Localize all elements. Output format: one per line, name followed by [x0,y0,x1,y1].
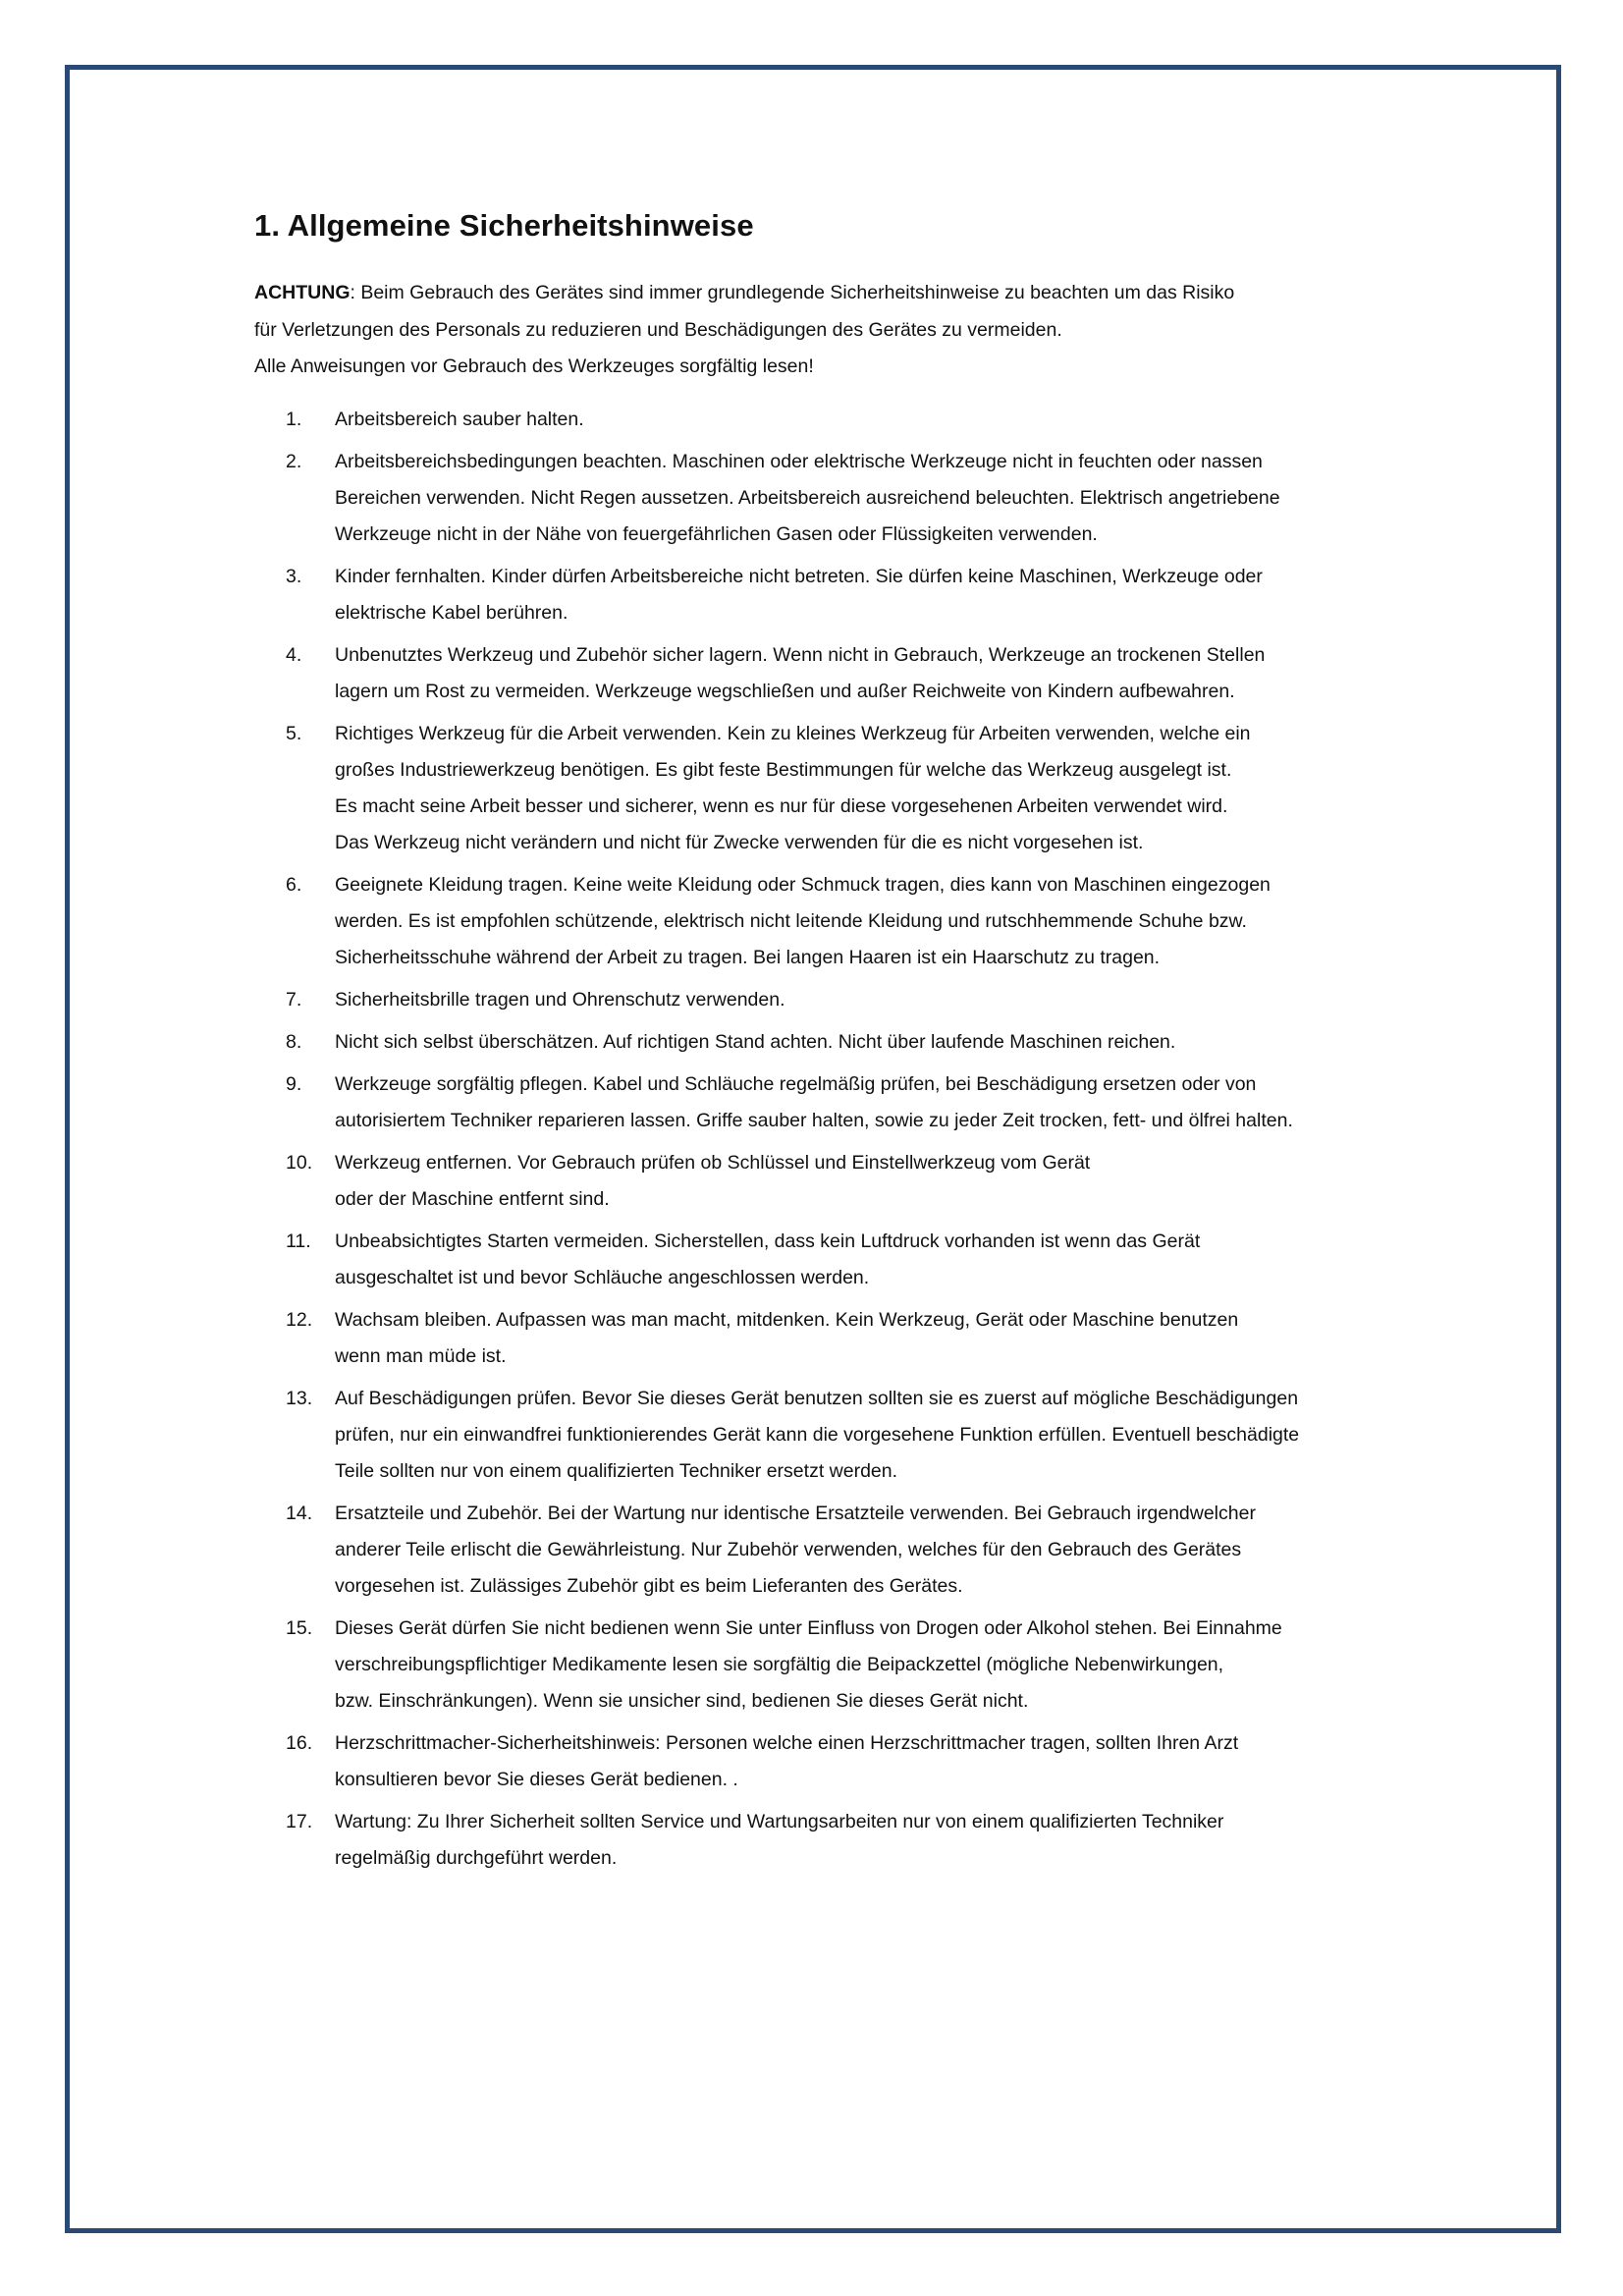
list-item-line: Auf Beschädigungen prüfen. Bevor Sie dieses Gerät benutzen sollten sie es zuerst auf mögliche Beschädigungen [335,1387,1299,1409]
list-item-line: oder der Maschine entfernt sind. [335,1187,610,1210]
document-body [254,206,1393,1883]
list-item-line: Nicht sich selbst überschätzen. Auf richtigen Stand achten. Nicht über laufende Maschinen reichen. [335,1030,1176,1053]
list-item-number: 3. [286,565,302,587]
list-item [254,716,1393,861]
list-item-number: 12. [286,1308,313,1331]
list-item-number: 16. [286,1731,313,1754]
list-item-number: 17. [286,1810,313,1832]
list-item-line: werden. Es ist empfohlen schützende, elektrisch nicht leitende Kleidung und rutschhemmende Schuhe bzw. [335,909,1247,932]
list-item-number: 10. [286,1151,313,1174]
list-item-number: 9. [286,1072,302,1095]
intro-line-3: Alle Anweisungen vor Gebrauch des Werkzeuges sorgfältig lesen! [254,355,814,377]
list-item-number: 14. [286,1502,313,1524]
list-item-number: 1. [286,408,302,430]
list-item-line: Werkzeuge nicht in der Nähe von feuergefährlichen Gasen oder Flüssigkeiten verwenden. [335,522,1098,545]
intro-line-1 [254,275,1393,312]
intro-block [254,275,1393,386]
list-item-line: Es macht seine Arbeit besser und sicherer, wenn es nur für diese vorgesehenen Arbeiten verwendet wird. [335,794,1228,817]
list-item-number: 6. [286,873,302,896]
list-item-line: verschreibungspflichtiger Medikamente lesen sie sorgfältig die Beipackzettel (mögliche Nebenwirkungen, [335,1653,1224,1675]
list-item-line: prüfen, nur ein einwandfrei funktionierendes Gerät kann die vorgesehene Funktion erfüllen. Eventuell beschädigte [335,1423,1300,1446]
list-item-line: regelmäßig durchgeführt werden. [335,1846,618,1869]
list-item [254,1024,1393,1061]
intro-line-2: für Verletzungen des Personals zu reduzieren und Beschädigungen des Gerätes zu vermeiden. [254,318,1062,341]
list-item [254,1496,1393,1605]
list-item-line: elektrische Kabel berühren. [335,601,568,624]
list-item-line: Wartung: Zu Ihrer Sicherheit sollten Service und Wartungsarbeiten nur von einem qualifizierten Techniker [335,1810,1224,1832]
list-item-line: Wachsam bleiben. Aufpassen was man macht, mitdenken. Kein Werkzeug, Gerät oder Maschine benutzen [335,1308,1239,1331]
list-item-line: Unbenutztes Werkzeug und Zubehör sicher lagern. Wenn nicht in Gebrauch, Werkzeuge an trockenen Stellen [335,643,1266,666]
list-item-number: 2. [286,450,302,472]
list-item-number: 13. [286,1387,313,1409]
list-item [254,637,1393,710]
list-item-line: konsultieren bevor Sie dieses Gerät bedienen. . [335,1768,738,1790]
list-item [254,1725,1393,1798]
list-item-line: autorisiertem Techniker reparieren lassen. Griffe sauber halten, sowie zu jeder Zeit trocken, fett- und ölfrei halten. [335,1109,1293,1131]
list-item [254,1381,1393,1490]
list-item [254,867,1393,976]
list-item-number: 4. [286,643,302,666]
list-item-line: ausgeschaltet ist und bevor Schläuche angeschlossen werden. [335,1266,870,1288]
list-item-number: 11. [286,1230,311,1252]
list-item-line: großes Industriewerkzeug benötigen. Es gibt feste Bestimmungen für welche das Werkzeug ausgelegt ist. [335,758,1232,781]
list-item-line: Richtiges Werkzeug für die Arbeit verwenden. Kein zu kleines Werkzeug für Arbeiten verwenden, welche ein [335,722,1251,744]
list-item-number: 15. [286,1616,313,1639]
list-item [254,1302,1393,1375]
list-item-line: Herzschrittmacher-Sicherheitshinweis: Personen welche einen Herzschrittmacher tragen, sollten Ihren Arzt [335,1731,1239,1754]
list-item-line: Werkzeuge sorgfältig pflegen. Kabel und Schläuche regelmäßig prüfen, bei Beschädigung ersetzen oder von [335,1072,1257,1095]
list-item [254,982,1393,1018]
list-item [254,1804,1393,1877]
list-item-line: Geeignete Kleidung tragen. Keine weite Kleidung oder Schmuck tragen, dies kann von Maschinen eingezogen [335,873,1271,896]
list-item [254,1066,1393,1139]
list-item-line: Werkzeug entfernen. Vor Gebrauch prüfen ob Schlüssel und Einstellwerkzeug vom Gerät [335,1151,1091,1174]
warning-label: ACHTUNG [254,282,351,303]
list-item [254,444,1393,553]
list-item-line: Sicherheitsbrille tragen und Ohrenschutz verwenden. [335,988,785,1011]
list-item-number: 7. [286,988,302,1011]
list-item-line: bzw. Einschränkungen). Wenn sie unsicher sind, bedienen Sie dieses Gerät nicht. [335,1689,1029,1712]
safety-instructions-list [254,402,1393,1877]
list-item-line: Teile sollten nur von einem qualifizierten Techniker ersetzt werden. [335,1459,898,1482]
list-item [254,1611,1393,1720]
list-item-line: Unbeabsichtigtes Starten vermeiden. Sicherstellen, dass kein Luftdruck vorhanden ist wenn das Gerät [335,1230,1201,1252]
list-item-line: anderer Teile erlischt die Gewährleistung. Nur Zubehör verwenden, welches für den Gebrauch des Gerätes [335,1538,1242,1560]
list-item [254,402,1393,438]
list-item-number: 8. [286,1030,302,1053]
list-item [254,559,1393,631]
list-item-line: Dieses Gerät dürfen Sie nicht bedienen wenn Sie unter Einfluss von Drogen oder Alkohol stehen. Bei Einnahme [335,1616,1282,1639]
intro-line-1-text: : Beim Gebrauch des Gerätes sind immer grundlegende Sicherheitshinweise zu beachten um das Risiko [350,282,1235,303]
list-item-line: wenn man müde ist. [335,1344,507,1367]
list-item-number: 5. [286,722,302,744]
list-item-line: Arbeitsbereich sauber halten. [335,408,584,430]
list-item-line: lagern um Rost zu vermeiden. Werkzeuge wegschließen und außer Reichweite von Kindern aufbewahren. [335,680,1235,702]
list-item-line: vorgesehen ist. Zulässiges Zubehör gibt es beim Lieferanten des Gerätes. [335,1574,963,1597]
list-item-line: Arbeitsbereichsbedingungen beachten. Maschinen oder elektrische Werkzeuge nicht in feuchten oder nassen [335,450,1263,472]
list-item-line: Kinder fernhalten. Kinder dürfen Arbeitsbereiche nicht betreten. Sie dürfen keine Maschinen, Werkzeuge oder [335,565,1263,587]
list-item-line: Sicherheitsschuhe während der Arbeit zu tragen. Bei langen Haaren ist ein Haarschutz zu tragen. [335,946,1161,968]
list-item [254,1145,1393,1218]
list-item-line: Bereichen verwenden. Nicht Regen aussetzen. Arbeitsbereich ausreichend beleuchten. Elektrisch angetriebene [335,486,1280,509]
page-title: 1. Allgemeine Sicherheitshinweise [254,208,754,243]
list-item-line: Das Werkzeug nicht verändern und nicht für Zwecke verwenden für die es nicht vorgesehen ist. [335,831,1144,853]
list-item [254,1224,1393,1296]
list-item-line: Ersatzteile und Zubehör. Bei der Wartung nur identische Ersatzteile verwenden. Bei Gebrauch irgendwelcher [335,1502,1256,1524]
